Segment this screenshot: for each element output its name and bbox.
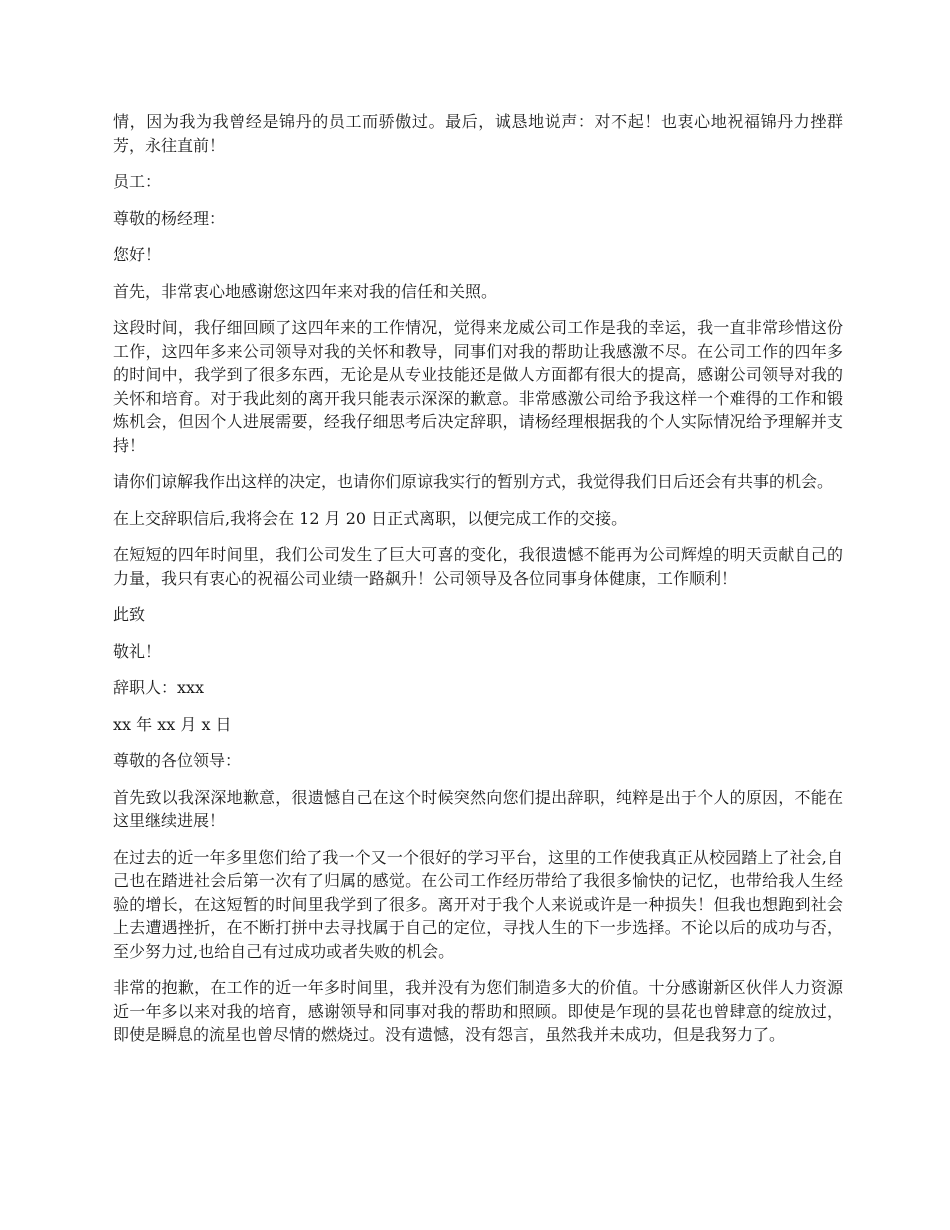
paragraph-apology: 首先致以我深深地歉意，很遗憾自己在这个时候突然向您们提出辞职，纯粹是出于个人的原因，不能在这里继续进展！ [113, 787, 843, 830]
salutation-manager-yang: 尊敬的杨经理： [113, 208, 226, 228]
paragraph-intro-closing: 情，因为我为我曾经是锦丹的员工而骄傲过。最后，诚恳地说声：对不起！也衷心地祝福锦丹力挫群芳，永往直前！ [113, 112, 843, 155]
paragraph-employee-label: 员工： [113, 172, 162, 191]
paragraph-review: 这段时间，我仔细回顾了这四年来的工作情况，觉得来龙威公司工作是我的幸运，我一直非常珍惜这份工作，这四年多来公司领导对我的关怀和教导，同事们对我的帮助让我感激不尽。在公司工作的四年多的时间中，我学到了很多东西，无论是从专业技能还是做人方面都有很大的提高，感谢公司领导对我的关怀和培育。对于我此刻的离开我只能表示深深的歉意。非常感激公司给予我这样一个难得的工作和锻炼机会，但因个人进展需要，经我仔细思考后决定辞职，请杨经理根据我的个人实际情况给予理解并支持！ [113, 318, 843, 455]
paragraph-past-year: 在过去的近一年多里您们给了我一个又一个很好的学习平台，这里的工作使我真正从校园踏上了社会,自己也在踏进社会后第一次有了归属的感觉。在公司工作经历带给了我很多愉快的记忆，也带给我人生经验的增长，在这短暂的时间里我学到了很多。离开对于我个人来说或许是一种损失！但我也想跑到社会上去遭遇挫折，在不断打拼中去寻找属于自己的定位，寻找人生的下一步选择。不论以后的成功与否，至少努力过,也给自己有过成功或者失败的机会。 [113, 847, 843, 961]
paragraph-regret: 非常的抱歉，在工作的近一年多时间里，我并没有为您们制造多大的价值。十分感谢新区伙伴人力资源近一年多以来对我的培育，感谢领导和同事对我的帮助和照顾。即使是乍现的昙花也曾肆意的绽放过，即使是瞬息的流星也曾尽情的燃烧过。没有遗憾，没有怨言，虽然我并未成功，但是我努力了。 [113, 978, 843, 1044]
paragraph-thanks: 首先，非常衷心地感谢您这四年来对我的信任和关照。 [113, 281, 498, 301]
closing-cizhi: 此致 [113, 605, 146, 624]
closing-jingli: 敬礼！ [113, 641, 162, 661]
paragraph-understanding: 请你们谅解我作出这样的决定，也请你们原谅我实行的暂别方式，我觉得我们日后还会有共事的机会。 [113, 472, 834, 491]
salutation-leaders: 尊敬的各位领导： [113, 751, 242, 770]
greeting: 您好！ [113, 245, 162, 264]
signature-date: xx 年 xx 月 x 日 [113, 714, 232, 734]
document-body [113, 110, 843, 1060]
paragraph-leave-date: 在上交辞职信后,我将会在 12 月 20 日正式离职，以便完成工作的交接。 [113, 508, 628, 528]
signature-resigner: 辞职人：xxx [113, 678, 205, 697]
paragraph-blessing: 在短短的四年时间里，我们公司发生了巨大可喜的变化，我很遗憾不能再为公司辉煌的明天贡献自己的力量，我只有衷心的祝福公司业绩一路飙升！公司领导及各位同事身体健康，工作顺利！ [113, 545, 843, 588]
